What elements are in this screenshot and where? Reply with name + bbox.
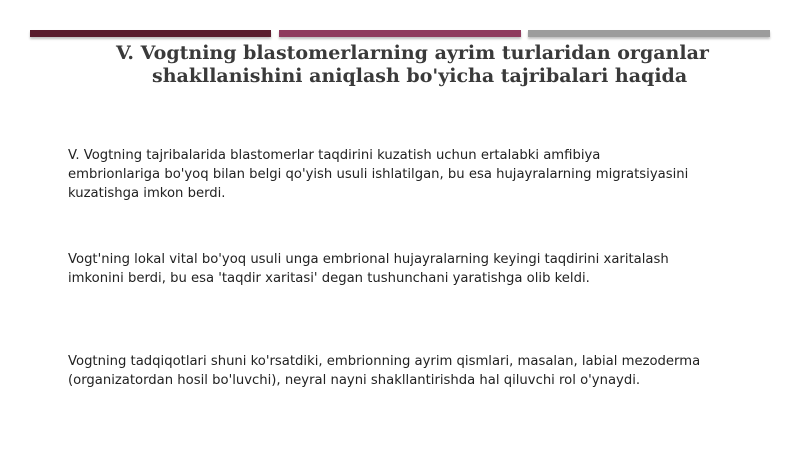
slide-title-line: shakllanishini aniqlash bo'yicha tajribalari haqida: [152, 65, 688, 87]
paragraph-line: embrionlariga bo'yoq bilan belgi qo'yish usuli ishlatilgan, bu esa hujayralarning migratsiyasini: [68, 167, 689, 182]
slide-title: [70, 42, 770, 88]
body-paragraph: [68, 352, 768, 390]
paragraph-line: Vogt'ning lokal vital bo'yoq usuli unga embrional hujayralarning keyingi taqdirini xaritalash: [68, 252, 669, 267]
body-paragraph: [68, 250, 768, 288]
body-paragraph: [68, 146, 768, 203]
paragraph-line: V. Vogtning tajribalarida blastomerlar taqdirini kuzatish uchun ertalabki amfibiya: [68, 148, 601, 163]
paragraph-line: Vogtning tadqiqotlari shuni ko'rsatdiki, embrionning ayrim qismlari, masalan, labial mezoderma: [68, 354, 701, 369]
decorative-bar-dark-maroon: [30, 30, 271, 37]
decorative-bar-gray: [528, 30, 770, 37]
paragraph-line: kuzatishga imkon berdi.: [68, 186, 226, 201]
paragraph-line: imkonini berdi, bu esa 'taqdir xaritasi' degan tushunchani yaratishga olib keldi.: [68, 271, 590, 286]
decorative-bar-magenta: [279, 30, 521, 37]
paragraph-line: (organizatordan hosil bo'luvchi), neyral nayni shakllantirishda hal qiluvchi rol o'ynaydi.: [68, 373, 641, 388]
slide-title-line: V. Vogtning blastomerlarning ayrim turlaridan organlar: [116, 42, 709, 64]
